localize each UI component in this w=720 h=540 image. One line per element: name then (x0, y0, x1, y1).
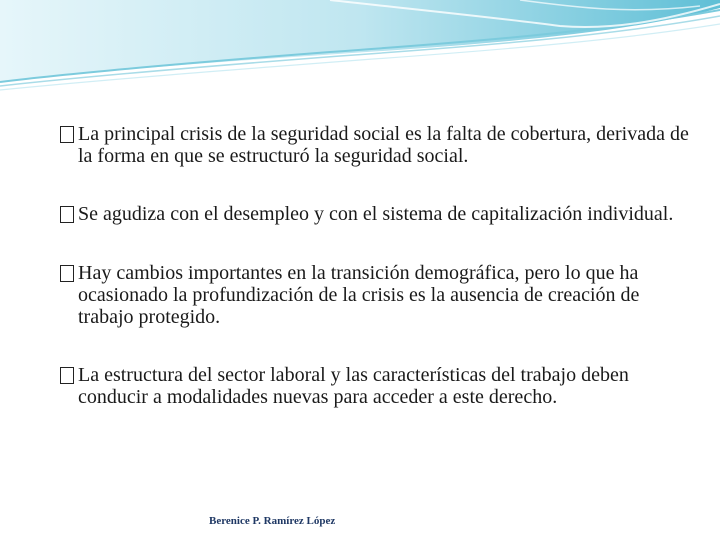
bullet-item (60, 203, 690, 225)
bullet-text: La estructura del sector laboral y las características del trabajo deben conducir a modalidades nuevas para acceder a este derecho. (78, 364, 629, 408)
bullet-marker-icon (60, 126, 74, 143)
footer-author: Berenice P. Ramírez López (209, 515, 336, 527)
header-wave-decoration (0, 0, 720, 95)
bullet-item (60, 364, 690, 408)
bullet-marker-icon (60, 367, 74, 384)
bullet-text: Hay cambios importantes en la transición demográfica, pero lo que ha ocasionado la profundización de la crisis es la ausencia de creación de trabajo protegido. (78, 262, 640, 328)
bullet-text: La principal crisis de la seguridad social es la falta de cobertura, derivada de la forma en que se estructuró la seguridad social. (78, 123, 689, 167)
bullet-list (60, 123, 690, 444)
bullet-item (60, 123, 690, 167)
bullet-item (60, 262, 690, 328)
bullet-marker-icon (60, 265, 74, 282)
bullet-marker-icon (60, 206, 74, 223)
bullet-text: Se agudiza con el desempleo y con el sistema de capitalización individual. (78, 203, 674, 225)
